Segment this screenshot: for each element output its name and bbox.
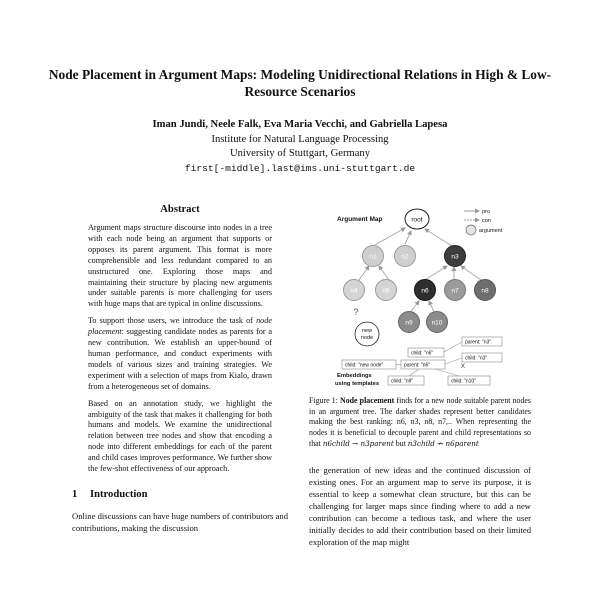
template-child-n10: child: "n10" [451, 378, 476, 385]
abstract-p2-term: node placement [88, 316, 272, 337]
argument-map-label: Argument Map [337, 216, 383, 223]
template-child-new-node: child: "new node" [345, 362, 384, 369]
right-column [309, 204, 531, 548]
legend-argument-label: argument [479, 228, 503, 234]
connector-n6-n9 [409, 369, 419, 376]
right-body-text: the generation of new ideas and the continued discussion of existing ones. For an argument map to serve its purpose, it is essential to keep a somewhat clean structure, but this can be challenging for larger maps since finding where to add a new contribution can become a tedious task, and where the user initially decides to add their contribution based on their limited exploration of the map might [309, 464, 531, 547]
abstract-heading: Abstract [160, 204, 200, 215]
edge-n3-root [425, 229, 452, 246]
edge-n2-root [405, 231, 411, 244]
affiliation-university: University of Stuttgart, Germany [229, 148, 371, 159]
template-parent-n3: parent: "n3" [465, 339, 492, 346]
edge-n8-n3 [461, 266, 481, 280]
tree-edges [359, 228, 481, 314]
edge-n1-root [373, 228, 405, 246]
paper-title: Node Placement in Argument Maps: Modeling Unidirectional Relations in High & Low-Resource Scenarios [48, 67, 552, 99]
section-heading-introduction [72, 489, 288, 500]
caption-label: Figure 1: [309, 396, 338, 405]
edge-n6-n3 [425, 266, 447, 280]
caption-math-1: n6child → n3parent [322, 438, 394, 448]
introduction-text: Online discussions can have huge numbers of contributors and contributions, making the discussion [72, 510, 288, 533]
node-n3-label: n3 [451, 253, 459, 261]
caption-math-2: n3child ↛ n6parent [407, 438, 479, 448]
author-block [40, 118, 560, 176]
embeddings-label-2: using templates [335, 381, 380, 387]
legend-pro-label: pro [482, 209, 490, 215]
right-column-body [309, 464, 531, 548]
connector-n6-n3 [444, 342, 462, 352]
template-connectors [396, 342, 462, 376]
left-column [72, 204, 288, 534]
abstract-p2-after: : suggesting candidate nodes as parents for a new contribution. We establish an upper-bound of human performance, and conduct experiments with models of various sizes and training strategies. We experiment with a selection of maps from Kialo, drawn from a heterogeneous set of domains. [88, 327, 272, 391]
node-n5-label: n5 [382, 287, 390, 295]
abstract-section [72, 204, 288, 475]
legend-argument-icon [466, 225, 476, 235]
node-n4-label: n4 [350, 287, 358, 295]
new-node-label-2: node [360, 335, 374, 341]
node-n7-label: n7 [451, 287, 459, 295]
root-node-label: root [411, 216, 423, 224]
node-n9-label: n9 [405, 319, 413, 327]
cross-mark-icon: X [461, 364, 466, 370]
embeddings-label-1: Embeddings [337, 373, 372, 379]
template-child-n3: child: "n3" [465, 355, 488, 362]
new-node [355, 322, 379, 346]
node-n6-label: n6 [421, 287, 429, 295]
edge-n4-n1 [359, 266, 369, 280]
question-mark-icon: ? [353, 307, 359, 317]
section-number: 1 [72, 488, 78, 500]
figure-caption [309, 396, 531, 450]
edge-n5-n1 [379, 266, 389, 280]
argument-map-diagram [309, 204, 531, 392]
caption-bold-term: Node placement [340, 396, 395, 405]
template-child-n9: child: "n9" [391, 378, 414, 385]
abstract-paragraph-1: Argument maps structure discourse into nodes in a tree with each node being an argument that supports or opposes its parent argument. This format is more comprehensible and less redundant compared to an unstructured one. Exploring those maps and maintaining their structure by placing new arguments under suitable parents is more challenging for users with huge maps that are typical in online discussions. [88, 223, 272, 309]
connector-n6-n10 [435, 369, 459, 376]
node-n10-label: n10 [431, 319, 443, 327]
node-n2-label: n2 [401, 253, 409, 261]
new-node-label-1: new [361, 328, 373, 334]
caption-mid: but [393, 438, 408, 448]
template-parent-n6: parent: "n6" [404, 362, 431, 369]
node-n1-label: n1 [369, 253, 377, 261]
template-child-n6: child: "n6" [411, 350, 434, 357]
abstract-paragraph-3: Based on an annotation study, we highlight the ambiguity of the task that makes it challenging for both humans and models. We examine the unidirectional relation between tree nodes and show that encoding a node into different embeddings for each of the parent and child cases improves performance. We further show the few-shot effectiveness of our approach. [88, 398, 272, 474]
abstract-p2-before: To support those users, we introduce the task of [88, 316, 257, 326]
abstract-paragraph-2 [72, 316, 288, 392]
legend-con-label: con [482, 218, 491, 224]
affiliation-institute: Institute for Natural Language Processing [211, 133, 389, 145]
author-email: first[-middle].last@ims.uni-stuttgart.de [184, 162, 416, 174]
author-names: Iman Jundi, Neele Falk, Eva Maria Vecchi, and Gabriella Lapesa [152, 119, 448, 130]
section-title: Introduction [90, 488, 148, 500]
connector-n6-child-n3 [445, 358, 462, 364]
caption-text: finds for a new node suitable parent nodes in an argument tree. The darker shades represent better candidates making the best ranking: n6, n3, n8, n7,.. When representing the nodes it is beneficial to decouple parent and child representations so that [309, 396, 531, 448]
figure-1 [309, 204, 531, 392]
node-n8-label: n8 [481, 287, 489, 295]
